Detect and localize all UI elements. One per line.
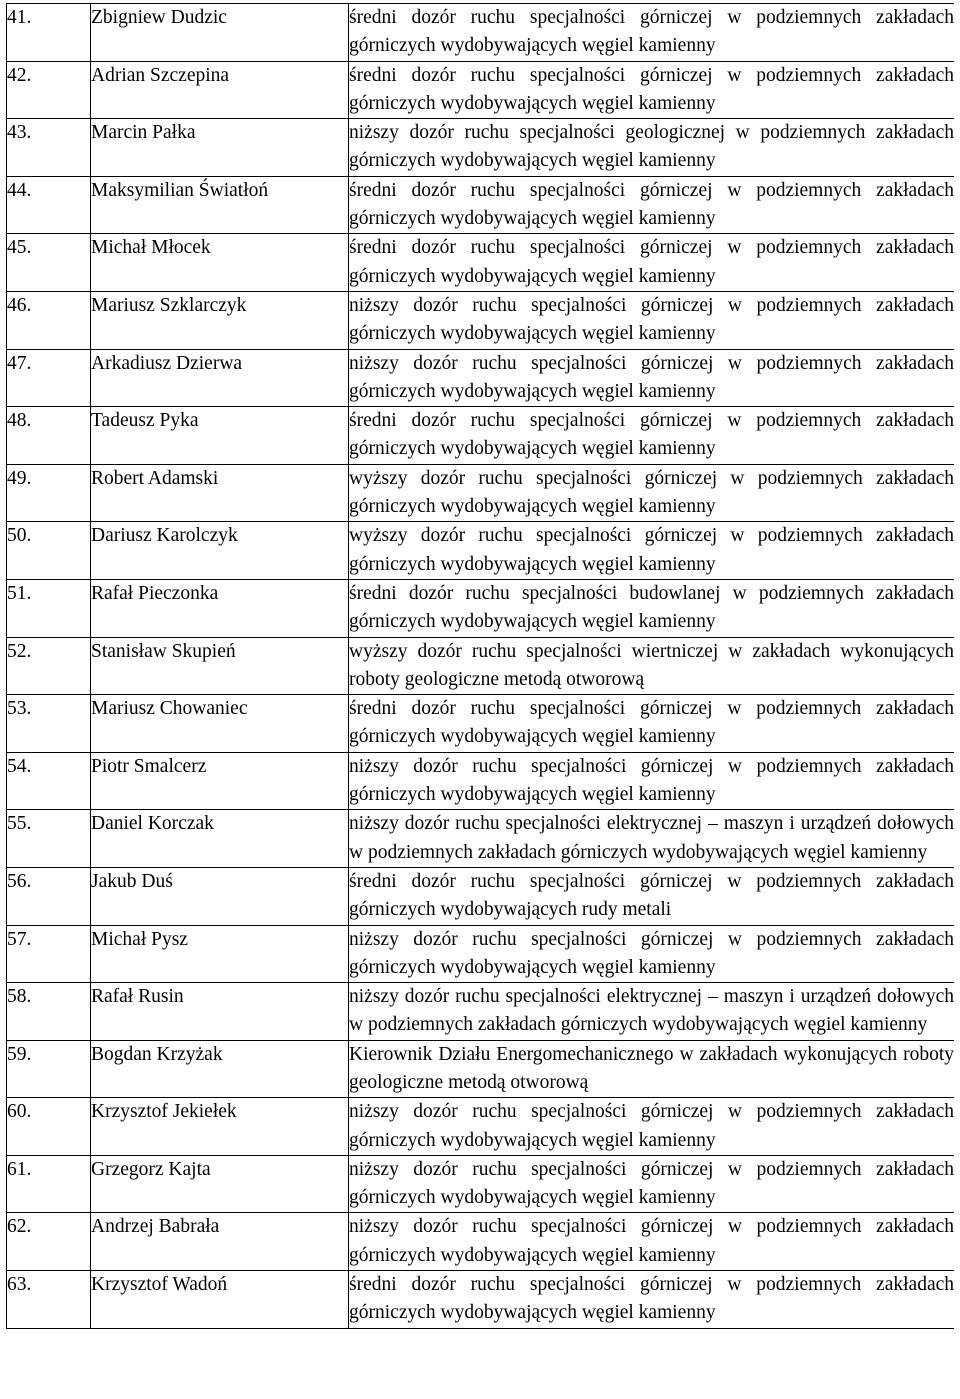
person-name: Tadeusz Pyka [91,407,349,465]
supervision-role: niższy dozór ruchu specjalności elektrycznej – maszyn i urządzeń dołowych w podziemnych zakładach górniczych wydobywających węgiel kamienny [349,983,955,1041]
supervision-role: Kierownik Działu Energomechanicznego w zakładach wykonujących roboty geologiczne metodą otworową [349,1040,955,1098]
supervision-role: wyższy dozór ruchu specjalności górniczej w podziemnych zakładach górniczych wydobywających węgiel kamienny [349,464,955,522]
person-name: Daniel Korczak [91,810,349,868]
supervision-role: niższy dozór ruchu specjalności górniczej w podziemnych zakładach górniczych wydobywających węgiel kamienny [349,752,955,810]
person-name: Rafał Rusin [91,983,349,1041]
table-row [7,349,955,407]
table-row [7,176,955,234]
person-name: Michał Młocek [91,234,349,292]
table-row [7,752,955,810]
table-row [7,4,955,62]
person-name: Stanisław Skupień [91,637,349,695]
supervision-role: średni dozór ruchu specjalności górniczej w podziemnych zakładach górniczych wydobywających węgiel kamienny [349,695,955,753]
supervision-role: niższy dozór ruchu specjalności górniczej w podziemnych zakładach górniczych wydobywających węgiel kamienny [349,1098,955,1156]
table-row [7,119,955,177]
table-row [7,637,955,695]
supervision-role: średni dozór ruchu specjalności górniczej w podziemnych zakładach górniczych wydobywających węgiel kamienny [349,61,955,119]
person-name: Arkadiusz Dzierwa [91,349,349,407]
row-number: 57. [7,925,91,983]
row-number: 47. [7,349,91,407]
supervision-role: wyższy dozór ruchu specjalności górniczej w podziemnych zakładach górniczych wydobywających węgiel kamienny [349,522,955,580]
person-name: Dariusz Karolczyk [91,522,349,580]
document-page [6,3,954,1398]
person-name: Mariusz Chowaniec [91,695,349,753]
row-number: 51. [7,579,91,637]
person-name: Jakub Duś [91,867,349,925]
supervision-role: niższy dozór ruchu specjalności górniczej w podziemnych zakładach górniczych wydobywających węgiel kamienny [349,349,955,407]
supervision-role: niższy dozór ruchu specjalności górniczej w podziemnych zakładach górniczych wydobywających węgiel kamienny [349,1213,955,1271]
person-name: Grzegorz Kajta [91,1155,349,1213]
row-number: 61. [7,1155,91,1213]
table-row [7,579,955,637]
person-name: Marcin Pałka [91,119,349,177]
supervision-role: niższy dozór ruchu specjalności elektrycznej – maszyn i urządzeń dołowych w podziemnych zakładach górniczych wydobywających węgiel kamienny [349,810,955,868]
row-number: 59. [7,1040,91,1098]
row-number: 48. [7,407,91,465]
supervision-role: średni dozór ruchu specjalności górniczej w podziemnych zakładach górniczych wydobywających węgiel kamienny [349,234,955,292]
personnel-table-body [7,4,955,1329]
person-name: Robert Adamski [91,464,349,522]
table-row [7,1040,955,1098]
row-number: 54. [7,752,91,810]
row-number: 55. [7,810,91,868]
row-number: 45. [7,234,91,292]
table-row [7,1213,955,1271]
supervision-role: średni dozór ruchu specjalności górniczej w podziemnych zakładach górniczych wydobywających węgiel kamienny [349,407,955,465]
person-name: Maksymilian Światłoń [91,176,349,234]
table-row [7,867,955,925]
table-row [7,1155,955,1213]
row-number: 46. [7,291,91,349]
personnel-table [6,3,954,1329]
supervision-role: średni dozór ruchu specjalności górniczej w podziemnych zakładach górniczych wydobywających węgiel kamienny [349,1271,955,1329]
person-name: Adrian Szczepina [91,61,349,119]
table-row [7,1098,955,1156]
table-row [7,234,955,292]
person-name: Bogdan Krzyżak [91,1040,349,1098]
table-row [7,983,955,1041]
row-number: 58. [7,983,91,1041]
person-name: Krzysztof Jekiełek [91,1098,349,1156]
row-number: 41. [7,4,91,62]
supervision-role: niższy dozór ruchu specjalności górniczej w podziemnych zakładach górniczych wydobywających węgiel kamienny [349,1155,955,1213]
table-row [7,464,955,522]
table-row [7,810,955,868]
row-number: 63. [7,1271,91,1329]
table-row [7,407,955,465]
row-number: 43. [7,119,91,177]
row-number: 44. [7,176,91,234]
person-name: Piotr Smalcerz [91,752,349,810]
supervision-role: średni dozór ruchu specjalności górniczej w podziemnych zakładach górniczych wydobywających rudy metali [349,867,955,925]
person-name: Michał Pysz [91,925,349,983]
person-name: Krzysztof Wadoń [91,1271,349,1329]
person-name: Mariusz Szklarczyk [91,291,349,349]
supervision-role: niższy dozór ruchu specjalności górniczej w podziemnych zakładach górniczych wydobywających węgiel kamienny [349,291,955,349]
row-number: 60. [7,1098,91,1156]
table-row [7,291,955,349]
person-name: Zbigniew Dudzic [91,4,349,62]
row-number: 50. [7,522,91,580]
supervision-role: wyższy dozór ruchu specjalności wiertniczej w zakładach wykonujących roboty geologiczne metodą otworową [349,637,955,695]
row-number: 53. [7,695,91,753]
table-row [7,695,955,753]
table-row [7,925,955,983]
person-name: Rafał Pieczonka [91,579,349,637]
supervision-role: średni dozór ruchu specjalności górniczej w podziemnych zakładach górniczych wydobywających węgiel kamienny [349,4,955,62]
supervision-role: niższy dozór ruchu specjalności górniczej w podziemnych zakładach górniczych wydobywających węgiel kamienny [349,925,955,983]
supervision-role: niższy dozór ruchu specjalności geologicznej w podziemnych zakładach górniczych wydobywających węgiel kamienny [349,119,955,177]
person-name: Andrzej Babrała [91,1213,349,1271]
table-row [7,522,955,580]
supervision-role: średni dozór ruchu specjalności górniczej w podziemnych zakładach górniczych wydobywających węgiel kamienny [349,176,955,234]
row-number: 49. [7,464,91,522]
row-number: 56. [7,867,91,925]
table-row [7,61,955,119]
table-row [7,1271,955,1329]
row-number: 52. [7,637,91,695]
row-number: 62. [7,1213,91,1271]
supervision-role: średni dozór ruchu specjalności budowlanej w podziemnych zakładach górniczych wydobywających węgiel kamienny [349,579,955,637]
row-number: 42. [7,61,91,119]
